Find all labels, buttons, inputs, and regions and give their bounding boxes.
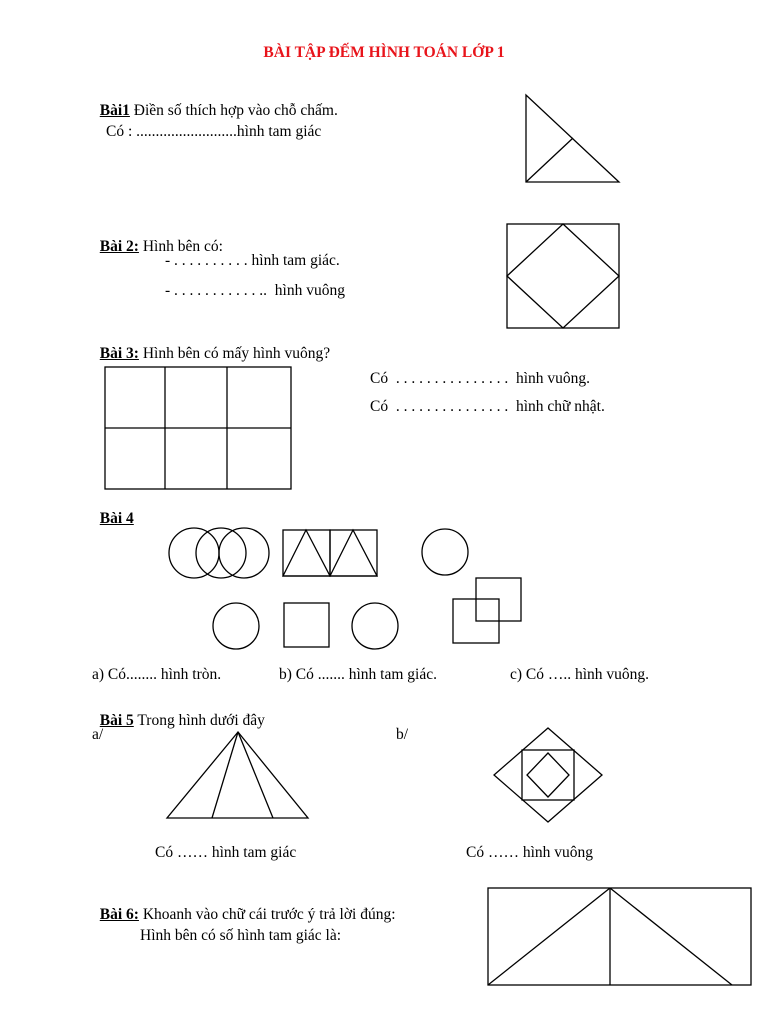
exercise-2-triangle-line: - . . . . . . . . . . hình tam giác.	[165, 252, 340, 269]
exercise-2-square-diamond-figure	[507, 224, 619, 328]
triangle-shape	[283, 530, 330, 576]
exercise-5-part-b-label: b/	[396, 726, 409, 743]
circle-shape	[213, 603, 259, 649]
exercise-4-answer-a: a) Có........ hình tròn.	[92, 666, 222, 683]
exercise-6-question: Hình bên có số hình tam giác là:	[140, 927, 342, 944]
square-shape	[330, 530, 377, 576]
square-shape	[283, 530, 330, 576]
exercise-4-label: Bài 4	[99, 509, 134, 527]
exercise-6-label: Bài 6:	[99, 905, 139, 923]
exercise-3-square-line: Có . . . . . . . . . . . . . . . hình vuông.	[370, 370, 591, 387]
exercise-3-grid-figure	[105, 367, 291, 489]
exercise-5-answer-a: Có …… hình tam giác	[155, 844, 297, 861]
exercise-2-square-line: - . . . . . . . . . . . .. hình vuông	[165, 282, 345, 299]
exercise-1-prompt: Điền số thích hợp vào chỗ chấm.	[129, 101, 338, 119]
exercise-2-prompt: Hình bên có:	[138, 237, 223, 255]
exercise-5-prompt: Trong hình dưới đây	[133, 711, 265, 729]
exercise-1-label: Bài1	[99, 101, 130, 119]
exercise-3-rectangle-line: Có . . . . . . . . . . . . . . . hình chữ nhật.	[370, 398, 605, 415]
circle-shape	[422, 529, 468, 575]
exercise-5-part-a-label: a/	[92, 726, 104, 743]
exercise-6-rectangle-figure	[488, 888, 751, 985]
exercise-5a-triangle-figure	[167, 732, 308, 818]
exercise-4-shapes-figure	[169, 528, 521, 649]
exercise-2-label: Bài 2:	[99, 237, 139, 255]
exercise-6-prompt: Khoanh vào chữ cái trước ý trả lời đúng:	[138, 905, 396, 923]
circle-shape	[169, 528, 219, 578]
exercise-5-answer-b: Có …… hình vuông	[466, 844, 594, 861]
exercise-1-triangle-figure	[526, 95, 619, 182]
exercise-3-prompt: Hình bên có mấy hình vuông?	[138, 344, 331, 362]
exercise-4-answer-b: b) Có ....... hình tam giác.	[279, 666, 437, 683]
circle-shape	[352, 603, 398, 649]
exercise-5b-nested-squares-figure	[494, 728, 602, 822]
exercise-1-answer-line: Có : ..........................hình tam giác	[106, 123, 322, 140]
triangle-shape	[330, 530, 377, 576]
exercise-4-answer-c: c) Có ….. hình vuông.	[510, 666, 650, 683]
exercise-5-label: Bài 5	[99, 711, 134, 729]
exercise-3-label: Bài 3:	[99, 344, 139, 362]
circle-shape	[219, 528, 269, 578]
square-shape	[284, 603, 329, 647]
page-title: BÀI TẬP ĐẾM HÌNH TOÁN LỚP 1	[263, 44, 505, 61]
circle-shape	[196, 528, 246, 578]
